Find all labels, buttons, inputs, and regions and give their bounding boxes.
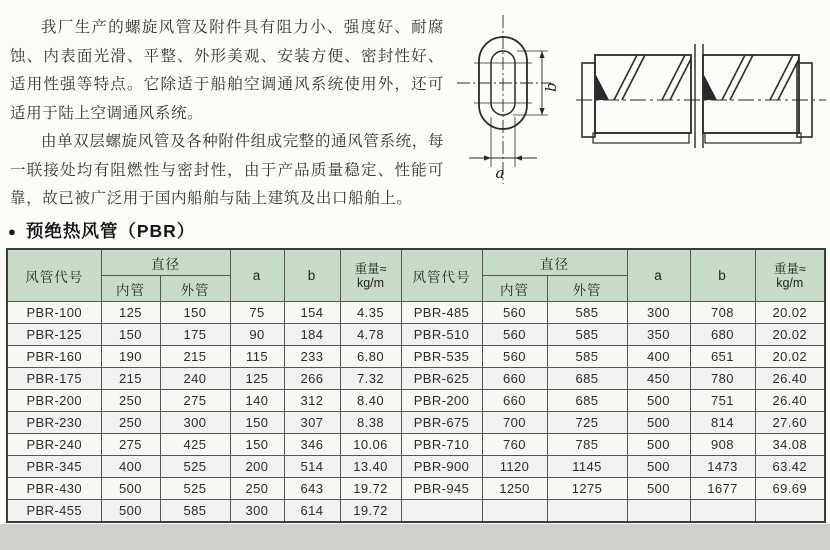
cell-a: 500 [627, 456, 690, 478]
col-header-code-right: 风管代号 [401, 249, 482, 302]
cell-b: 680 [690, 324, 755, 346]
cell-b: 908 [690, 434, 755, 456]
cell-code: PBR-900 [401, 456, 482, 478]
cell-a: 500 [627, 434, 690, 456]
cell-a: 200 [230, 456, 284, 478]
cell-a: 450 [627, 368, 690, 390]
table-row [7, 456, 825, 478]
cell-code: PBR-100 [7, 302, 101, 324]
cell-code: PBR-535 [401, 346, 482, 368]
cross-section-diagram [443, 12, 573, 209]
cell-outer: 425 [160, 434, 230, 456]
cell-inner: 560 [482, 302, 547, 324]
cell-inner: 150 [101, 324, 160, 346]
cell-outer: 175 [160, 324, 230, 346]
col-header-b: b [284, 249, 340, 302]
cell-b: 233 [284, 346, 340, 368]
cell-code: PBR-175 [7, 368, 101, 390]
cell-a: 150 [230, 434, 284, 456]
cell-weight: 4.35 [340, 302, 401, 324]
intro-paragraph-2: 由单双层螺旋风管及各种附件组成完整的通风管系统，每一联接处均有阻燃性与密封性，由于产品质量稳定、性能可靠，故已被广泛用于国内船舶与陆上建筑及出口船舶上。 [10, 133, 444, 207]
cell-a: 500 [627, 478, 690, 500]
cell-code: PBR-200 [7, 390, 101, 412]
cell-inner: 500 [101, 478, 160, 500]
cell-inner [482, 500, 547, 523]
cell-weight: 20.02 [755, 324, 825, 346]
cell-weight: 6.80 [340, 346, 401, 368]
cell-inner: 660 [482, 368, 547, 390]
cell-inner: 215 [101, 368, 160, 390]
cell-a: 300 [230, 500, 284, 523]
col-header-a: a [230, 249, 284, 302]
cell-a: 75 [230, 302, 284, 324]
cell-outer: 585 [547, 302, 627, 324]
table-row [7, 390, 825, 412]
cell-outer: 525 [160, 478, 230, 500]
cell-outer: 215 [160, 346, 230, 368]
cell-outer: 685 [547, 368, 627, 390]
table-row [7, 412, 825, 434]
table-row [7, 368, 825, 390]
cell-outer: 585 [547, 324, 627, 346]
cell-weight [755, 500, 825, 523]
table-row [7, 434, 825, 456]
cell-a: 125 [230, 368, 284, 390]
cell-code: PBR-675 [401, 412, 482, 434]
col-header-a-right: a [627, 249, 690, 302]
cell-a: 90 [230, 324, 284, 346]
intro-text [10, 14, 444, 214]
col-header-inner: 内管 [101, 276, 160, 302]
weight-unit-label: kg/m [776, 275, 804, 290]
cell-outer [547, 500, 627, 523]
cell-a: 400 [627, 346, 690, 368]
cell-inner: 760 [482, 434, 547, 456]
cell-b: 643 [284, 478, 340, 500]
cell-b: 1473 [690, 456, 755, 478]
cell-a: 500 [627, 390, 690, 412]
cell-inner: 560 [482, 346, 547, 368]
cell-code: PBR-430 [7, 478, 101, 500]
cell-outer: 785 [547, 434, 627, 456]
dim-b-label: b [542, 82, 560, 92]
cell-code: PBR-125 [7, 324, 101, 346]
cell-b: 1677 [690, 478, 755, 500]
cell-a: 150 [230, 412, 284, 434]
section-heading [8, 218, 195, 242]
cell-outer: 300 [160, 412, 230, 434]
col-header-diameter-right: 直径 [482, 249, 627, 276]
cell-weight: 10.06 [340, 434, 401, 456]
side-view-diagram [576, 40, 826, 157]
cell-outer: 685 [547, 390, 627, 412]
table-row [7, 346, 825, 368]
cell-a: 115 [230, 346, 284, 368]
cell-weight: 8.38 [340, 412, 401, 434]
cell-code: PBR-345 [7, 456, 101, 478]
cell-weight: 20.02 [755, 302, 825, 324]
weight-label: 重量≈ [354, 261, 387, 276]
cell-b: 814 [690, 412, 755, 434]
col-header-weight [340, 249, 401, 302]
col-header-weight-right [755, 249, 825, 302]
cell-inner: 190 [101, 346, 160, 368]
cell-weight: 8.40 [340, 390, 401, 412]
cell-inner: 250 [101, 412, 160, 434]
cell-outer: 525 [160, 456, 230, 478]
cell-b: 266 [284, 368, 340, 390]
table-body [7, 302, 825, 523]
cell-code: PBR-945 [401, 478, 482, 500]
cell-b: 307 [284, 412, 340, 434]
cell-inner: 275 [101, 434, 160, 456]
cell-b: 184 [284, 324, 340, 346]
cell-b: 154 [284, 302, 340, 324]
section-title: 预绝热风管（PBR） [25, 220, 196, 241]
cross-section-drawing [443, 12, 573, 204]
cell-b: 708 [690, 302, 755, 324]
cell-inner: 700 [482, 412, 547, 434]
cell-weight: 4.78 [340, 324, 401, 346]
cell-b: 514 [284, 456, 340, 478]
cell-code: PBR-200 [401, 390, 482, 412]
bottom-band [0, 524, 830, 550]
cell-code: PBR-230 [7, 412, 101, 434]
cell-code: PBR-710 [401, 434, 482, 456]
cell-a: 140 [230, 390, 284, 412]
cell-code: PBR-485 [401, 302, 482, 324]
table-row [7, 478, 825, 500]
cell-code: PBR-160 [7, 346, 101, 368]
dim-a-label: a [495, 164, 505, 182]
cell-inner: 560 [482, 324, 547, 346]
cell-weight: 26.40 [755, 390, 825, 412]
cell-b: 312 [284, 390, 340, 412]
col-header-inner-right: 内管 [482, 276, 547, 302]
bullet-icon: ● [8, 223, 17, 239]
cell-inner: 1250 [482, 478, 547, 500]
cell-weight: 26.40 [755, 368, 825, 390]
spiral-duct-drawing [576, 40, 826, 152]
cell-inner: 500 [101, 500, 160, 523]
cell-inner: 250 [101, 390, 160, 412]
table-row [7, 500, 825, 523]
cell-weight: 19.72 [340, 500, 401, 523]
cell-b [690, 500, 755, 523]
weight-label: 重量≈ [773, 261, 806, 276]
cell-a: 300 [627, 302, 690, 324]
cell-b: 751 [690, 390, 755, 412]
cell-b: 346 [284, 434, 340, 456]
cell-a [627, 500, 690, 523]
cell-inner: 125 [101, 302, 160, 324]
col-header-b-right: b [690, 249, 755, 302]
cell-weight: 7.32 [340, 368, 401, 390]
cell-outer: 275 [160, 390, 230, 412]
cell-outer: 585 [160, 500, 230, 523]
col-header-outer: 外管 [160, 276, 230, 302]
weight-unit-label: kg/m [356, 275, 385, 290]
cell-code: PBR-455 [7, 500, 101, 523]
table-header [7, 249, 825, 302]
cell-b: 651 [690, 346, 755, 368]
cell-code: PBR-625 [401, 368, 482, 390]
cell-outer: 240 [160, 368, 230, 390]
cell-a: 500 [627, 412, 690, 434]
cell-outer: 1275 [547, 478, 627, 500]
cell-weight: 13.40 [340, 456, 401, 478]
cell-inner: 660 [482, 390, 547, 412]
table-row [7, 302, 825, 324]
cell-code: PBR-510 [401, 324, 482, 346]
intro-paragraph-1: 我厂生产的螺旋风管及附件具有阻力小、强度好、耐腐蚀、内表面光滑、平整、外形美观、安装方便、密封性好、适用性强等特点。它除适于船舶空调通风系统使用外，还可适用于陆上空调通风系统。 [10, 19, 444, 122]
table-row [7, 324, 825, 346]
cell-weight: 69.69 [755, 478, 825, 500]
col-header-code: 风管代号 [7, 249, 101, 302]
col-header-outer-right: 外管 [547, 276, 627, 302]
cell-code [401, 500, 482, 523]
cell-weight: 20.02 [755, 346, 825, 368]
cell-weight: 63.42 [755, 456, 825, 478]
col-header-diameter: 直径 [101, 249, 230, 276]
cell-b: 780 [690, 368, 755, 390]
cell-a: 350 [627, 324, 690, 346]
cell-outer: 150 [160, 302, 230, 324]
cell-weight: 27.60 [755, 412, 825, 434]
cell-outer: 1145 [547, 456, 627, 478]
pbr-spec-table [6, 248, 826, 523]
cell-weight: 34.08 [755, 434, 825, 456]
cell-inner: 1120 [482, 456, 547, 478]
cell-outer: 725 [547, 412, 627, 434]
cell-code: PBR-240 [7, 434, 101, 456]
cell-inner: 400 [101, 456, 160, 478]
cell-b: 614 [284, 500, 340, 523]
cell-a: 250 [230, 478, 284, 500]
cell-weight: 19.72 [340, 478, 401, 500]
cell-outer: 585 [547, 346, 627, 368]
